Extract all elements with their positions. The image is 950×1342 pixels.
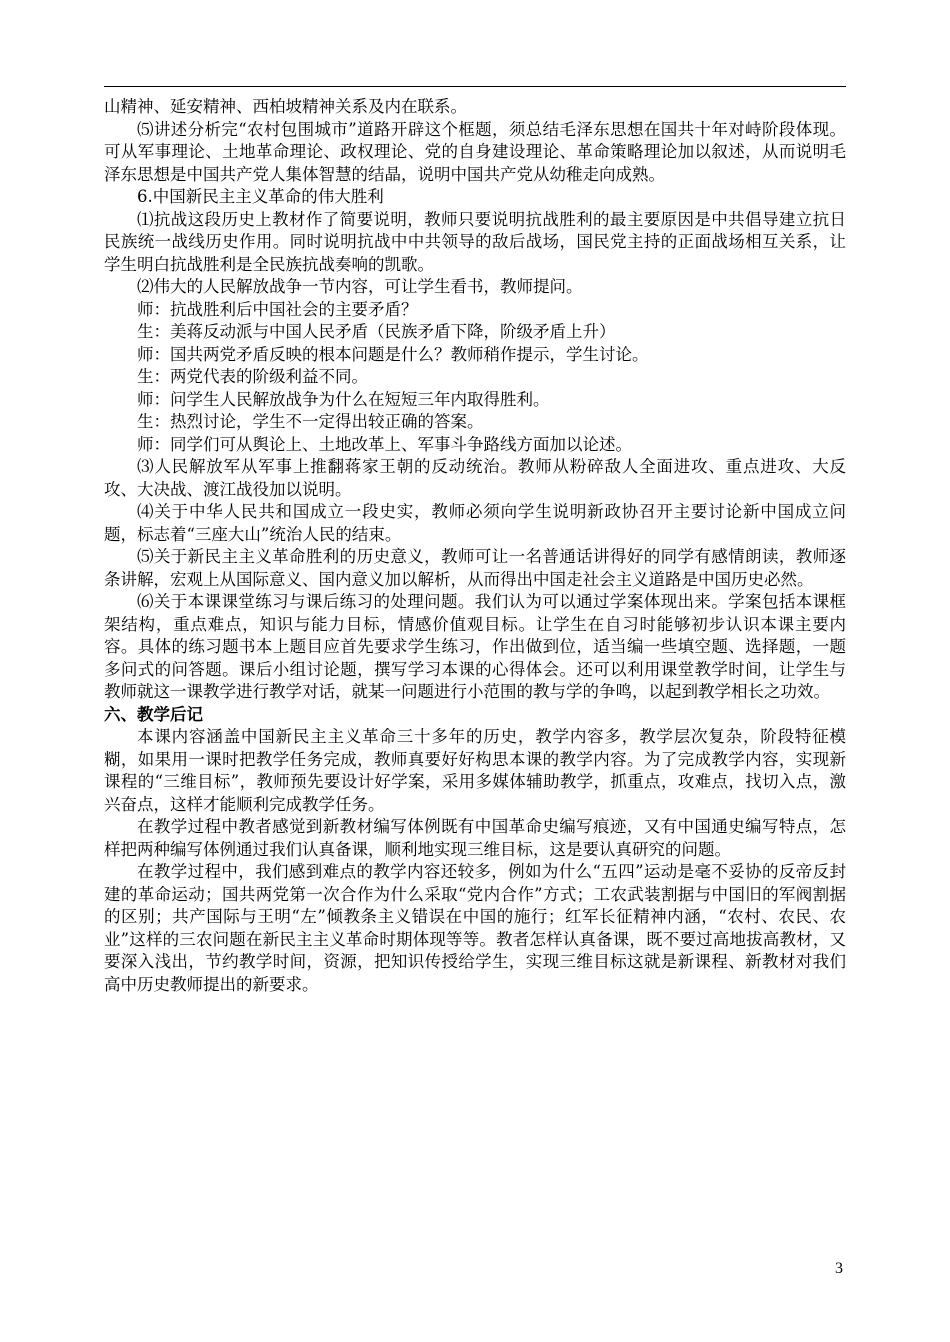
paragraph: ⑶人民解放军从军事上推翻蒋家王朝的反动统治。教师从粉碎敌人全面进攻、重点进攻、大反攻、大决战、渡江战役加以说明。 (104, 457, 846, 499)
paragraph: ⑸关于新民主主义革命胜利的历史意义，教师可让一名普通话讲得好的同学有感情朗读，教师逐条讲解，宏观上从国际意义、国内意义加以解析，从而得出中国走社会主义道路是中国历史必然。 (104, 547, 846, 589)
dialogue-line: 生：两党代表的阶级利益不同。 (137, 367, 368, 386)
paragraph: 在教学过程中，我们感到难点的教学内容还较多，例如为什么“五四”运动是毫不妥协的反帝反封建的革命运动；国共两党第一次合作为什么采取“党内合作”方式；工农武装割据与中国旧的军阀割据的区别；共产国际与王明“左”倾教条主义错误在中国的施行；红军长征精神内涵，“农村、农民、农业”这样的三农问题在新民主主义革命时期体现等等。教者怎样认真备课，既不要过高地拔高教材，又要深入浅出，节约教学时间，资源，把知识传授给学生，实现三维目标这就是新课程、新教材对我们高中历史教师提出的新要求。 (104, 862, 846, 994)
body-text (104, 96, 846, 996)
paragraph: 山精神、延安精神、西柏坡精神关系及内在联系。 (104, 97, 467, 116)
section-heading: 六、教学后记 (104, 704, 203, 724)
paragraph: ⑹关于本课课堂练习与课后练习的处理问题。我们认为可以通过学案体现出来。学案包括本课框架结构，重点难点，知识与能力目标，情感价值观目标。让学生在自习时能够初步认识本课主要内容。具体的练习题书本上题目应首先要求学生练习，作出做到位，适当编一些填空题、选择题，一题多问式的问答题。课后小组讨论题，撰写学习本课的心得体会。还可以利用课堂教学时间，让学生与教师就这一课教学进行教学对话，就某一问题进行小范围的教与学的争鸣，以起到教学相长之功效。 (104, 592, 846, 701)
paragraph: ⑸讲述分析完“农村包围城市”道路开辟这个框题，须总结毛泽东思想在国共十年对峙阶段体现。可从军事理论、土地革命理论、政权理论、党的自身建设理论、革命策略理论加以叙述，从而说明毛泽东思想是中国共产党人集体智慧的结晶，说明中国共产党从幼稚走向成熟。 (104, 119, 846, 184)
header-rule (104, 86, 846, 87)
paragraph: ⑵伟大的人民解放战争一节内容，可让学生看书，教师提问。 (137, 277, 583, 296)
section-subheading: 6.中国新民主主义革命的伟大胜利 (137, 187, 384, 206)
dialogue-line: 生：热烈讨论，学生不一定得出较正确的答案。 (137, 412, 484, 431)
dialogue-line: 师：国共两党矛盾反映的根本问题是什么？教师稍作提示，学生讨论。 (137, 344, 649, 364)
page-number: 3 (835, 1260, 843, 1277)
paragraph: 本课内容涵盖中国新民主主义革命三十多年的历史，教学内容多，教学层次复杂，阶段特征模糊，如果用一课时把教学任务完成，教师真要好好构思本课的教学内容。为了完成教学内容，实现新课程的“三维目标”，教师预先要设计好学案，采用多媒体辅助教学，抓重点，攻难点，找切入点，激兴奋点，这样才能顺利完成教学任务。 (104, 727, 846, 814)
dialogue-line: 师：问学生人民解放战争为什么在短短三年内取得胜利。 (137, 389, 550, 409)
dialogue-line: 师：同学们可从舆论上、土地改革上、军事斗争路线方面加以论述。 (137, 434, 632, 454)
paragraph: ⑴抗战这段历史上教材作了简要说明，教师只要说明抗战胜利的最主要原因是中共倡导建立抗日民族统一战线历史作用。同时说明抗战中中共领导的敌后战场，国民党主持的正面战场相互关系，让学生明白抗战胜利是全民族抗战奏响的凯歌。 (104, 209, 846, 274)
paragraph: 在教学过程中教者感觉到新教材编写体例既有中国革命史编写痕迹，又有中国通史编写特点，怎样把两种编写体例通过我们认真备课，顺利地实现三维目标，这是要认真研究的问题。 (104, 817, 846, 859)
dialogue-line: 师：抗战胜利后中国社会的主要矛盾？ (137, 299, 418, 319)
dialogue-line: 生：美蒋反动派与中国人民矛盾（民族矛盾下降，阶级矛盾上升） (137, 322, 616, 341)
paragraph: ⑷关于中华人民共和国成立一段史实，教师必须向学生说明新政协召开主要讨论新中国成立问题，标志着“三座大山”统治人民的结束。 (104, 502, 846, 544)
